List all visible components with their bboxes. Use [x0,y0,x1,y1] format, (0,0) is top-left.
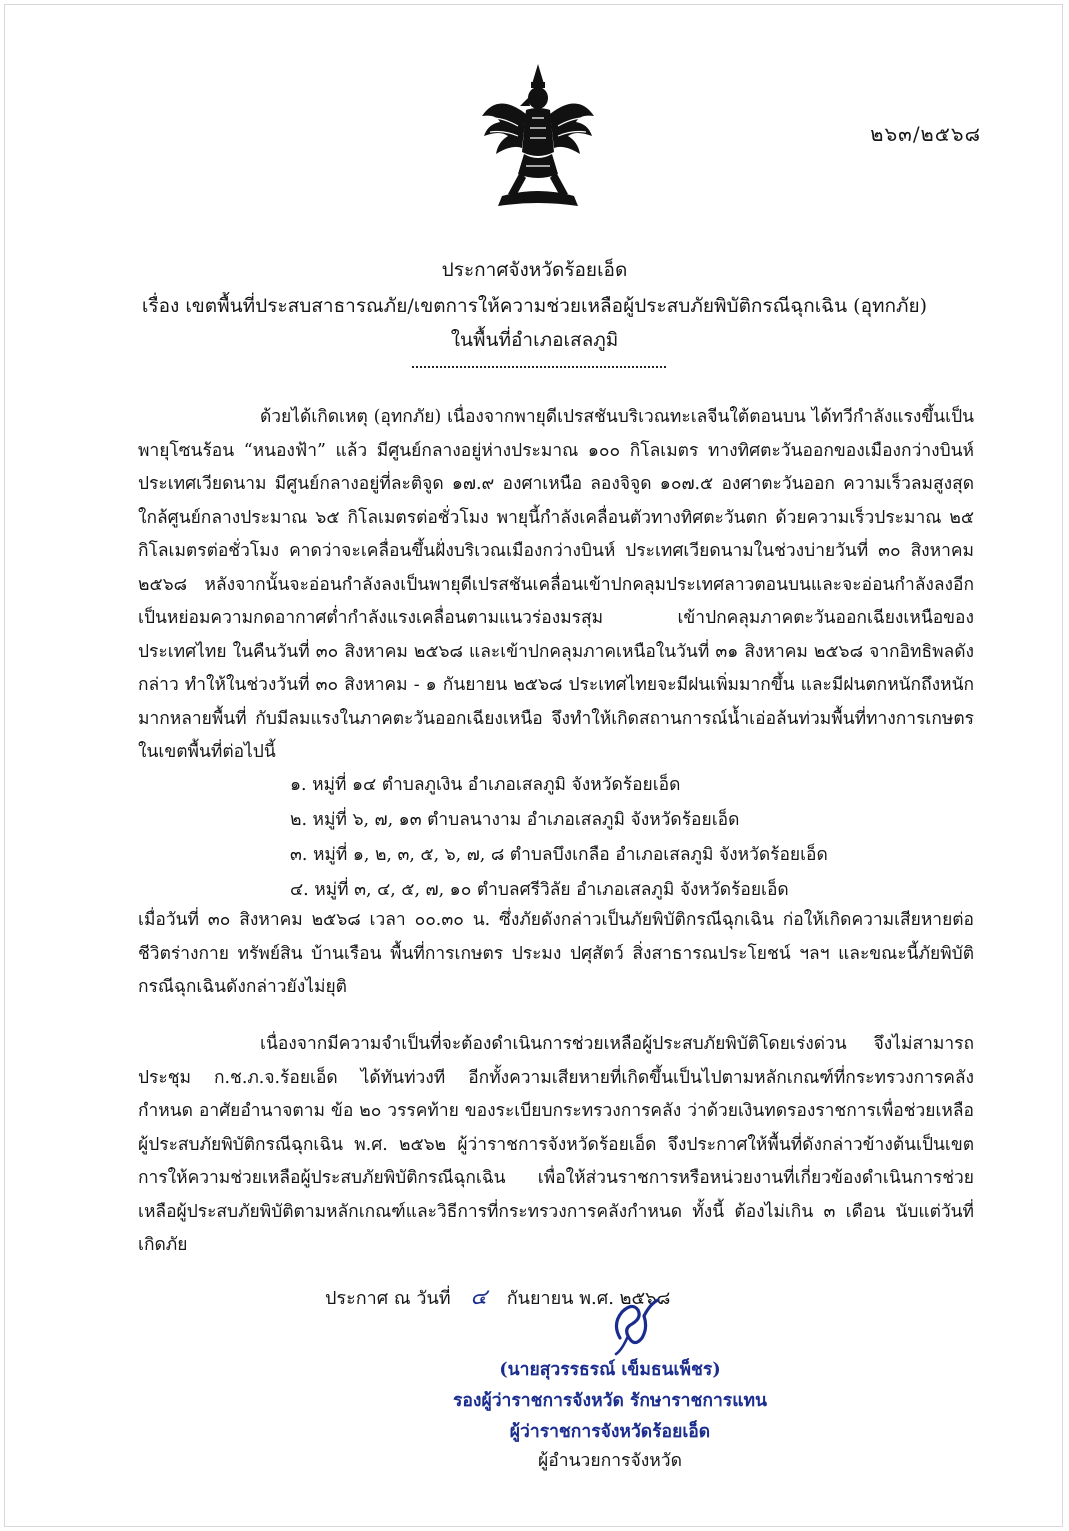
date-day: ๔ [470,1285,488,1310]
list-item: ๓. หมู่ที่ ๑, ๒, ๓, ๕, ๖, ๗, ๘ ตำบลบึงเกลือ อำเภอเสลภูมิ จังหวัดร้อยเอ็ด [290,845,828,865]
signatory-position-3: ผู้อำนวยการจังหวัด [538,1451,682,1471]
body-paragraph-3: เนื่องจากมีความจำเป็นที่จะต้องดำเนินการช่วยเหลือผู้ประสบภัยพิบัติโดยเร่งด่วน จึงไม่สามารถประชุม ก.ช.ภ.จ.ร้อยเอ็ด ได้ทันท่วงที อีกทั้งความเสียหายที่เกิดขึ้นเป็นไปตามหลักเกณฑ์ที่กระทรวงการคลังกำหนด อาศัยอำนาจตาม ข้อ ๒๐ วรรคท้าย ของระเบียบกระทรวงการคลัง ว่าด้วยเงินทดรองราชการเพื่อช่วยเหลือผู้ประสบภัยพิบัติกรณีฉุกเฉิน พ.ศ. ๒๕๖๒ ผู้ว่าราชการจังหวัดร้อยเอ็ด จึงประกาศให้พื้นที่ดังกล่าวข้างต้นเป็นเขตการให้ความช่วยเหลือผู้ประสบภัยพิบัติกรณีฉุกเฉิน เพื่อให้ส่วนราชการหรือหน่วยงานที่เกี่ยวข้องดำเนินการช่วยเหลือผู้ประสบภัยพิบัติตามหลักเกณฑ์และวิธีการที่กระทรวงการคลังกำหนด ทั้งนี้ ต้องไม่เกิน ๓ เดือน นับแต่วันที่เกิดภัย [138,1034,974,1255]
list-item: ๔. หมู่ที่ ๓, ๔, ๕, ๗, ๑๐ ตำบลศรีวิลัย อำเภอเสลภูมิ จังหวัดร้อยเอ็ด [290,880,789,900]
document-number: ๒๖๓/๒๕๖๘ [870,122,981,146]
document-subject: เรื่อง เขตพื้นที่ประสบสาธารณภัย/เขตการให้ความช่วยเหลือผู้ประสบภัยพิบัติกรณีฉุกเฉิน (อุทกภัย) [141,295,928,317]
garuda-emblem-icon [478,62,598,212]
document-subject-line2: ในพื้นที่อำเภอเสลภูมิ [450,329,619,351]
signatory-position: รองผู้ว่าราชการจังหวัด รักษาราชการแทน [453,1391,767,1411]
signature-block [440,1355,780,1474]
date-suffix: กันยายน พ.ศ. ๒๕๖๘ [506,1288,671,1309]
list-item: ๑. หมู่ที่ ๑๔ ตำบลภูเงิน อำเภอเสลภูมิ จังหวัดร้อยเอ็ด [290,775,681,795]
list-item: ๒. หมู่ที่ ๖, ๗, ๑๓ ตำบลนางาม อำเภอเสลภูมิ จังหวัดร้อยเอ็ด [290,810,740,830]
document-title: ประกาศจังหวัดร้อยเอ็ด [441,259,628,281]
signatory-name: (นายสุวรรธรณ์ เข็มธนเพ็ชร) [499,1360,721,1380]
dotted-divider [412,366,666,368]
affected-areas-list [290,768,828,908]
signatory-position-2: ผู้ว่าราชการจังหวัดร้อยเอ็ด [509,1422,711,1442]
date-prefix: ประกาศ ณ วันที่ [325,1288,451,1309]
body-paragraph-1: ด้วยได้เกิดเหตุ (อุทกภัย) เนื่องจากพายุดีเปรสชันบริเวณทะเลจีนใต้ตอนบน ได้ทวีกำลังแรงขึ้นเป็นพายุโซนร้อน “หนองฟ้า” แล้ว มีศูนย์กลางอยู่ห่างประมาณ ๑๐๐ กิโลเมตร ทางทิศตะวันออกของเมืองกว่างบินห์ ประเทศเวียดนาม มีศูนย์กลางอยู่ที่ละติจูด ๑๗.๙ องศาเหนือ ลองจิจูด ๑๐๗.๕ องศาตะวันออก ความเร็วลมสูงสุดใกล้ศูนย์กลางประมาณ ๖๕ กิโลเมตรต่อชั่วโมง พายุนี้กำลังเคลื่อนตัวทางทิศตะวันตก ด้วยความเร็วประมาณ ๒๕ กิโลเมตรต่อชั่วโมง คาดว่าจะเคลื่อนขึ้นฝั่งบริเวณเมืองกว่างบินห์ ประเทศเวียดนามในช่วงบ่ายวันที่ ๓๐ สิงหาคม ๒๕๖๘ หลังจากนั้นจะอ่อนกำลังลงเป็นพายุดีเปรสชันเคลื่อนเข้าปกคลุมประเทศลาวตอนบนและจะอ่อนกำลังลงอีกเป็นหย่อมความกดอากาศต่ำกำลังแรงเคลื่อนตามแนวร่องมรสุม เข้าปกคลุมภาคตะวันออกเฉียงเหนือของประเทศไทย ในคืนวันที่ ๓๐ สิงหาคม ๒๕๖๘ และเข้าปกคลุมภาคเหนือในวันที่ ๓๑ สิงหาคม ๒๕๖๘ จากอิทธิพลดังกล่าว ทำให้ในช่วงวันที่ ๓๐ สิงหาคม - ๑ กันยายน ๒๕๖๘ ประเทศไทยจะมีฝนเพิ่มมากขึ้น และมีฝนตกหนักถึงหนักมากหลายพื้นที่ กับมีลมแรงในภาคตะวันออกเฉียงเหนือ จึงทำให้เกิดสถานการณ์น้ำเอ่อล้นท่วมพื้นที่ทางการเกษตรในเขตพื้นที่ต่อไปนี้ [138,407,974,762]
body-paragraph-2: เมื่อวันที่ ๓๐ สิงหาคม ๒๕๖๘ เวลา ๐๐.๓๐ น. ซึ่งภัยดังกล่าวเป็นภัยพิบัติกรณีฉุกเฉิน ก่อให้เกิดความเสียหายต่อชีวิตร่างกาย ทรัพย์สิน บ้านเรือน พื้นที่การเกษตร ประมง ปศุสัตว์ สิ่งสาธารณประโยชน์ ฯลฯ และขณะนี้ภัยพิบัติกรณีฉุกเฉินดังกล่าวยังไม่ยุติ [138,910,974,997]
handwritten-signature [598,1290,668,1360]
